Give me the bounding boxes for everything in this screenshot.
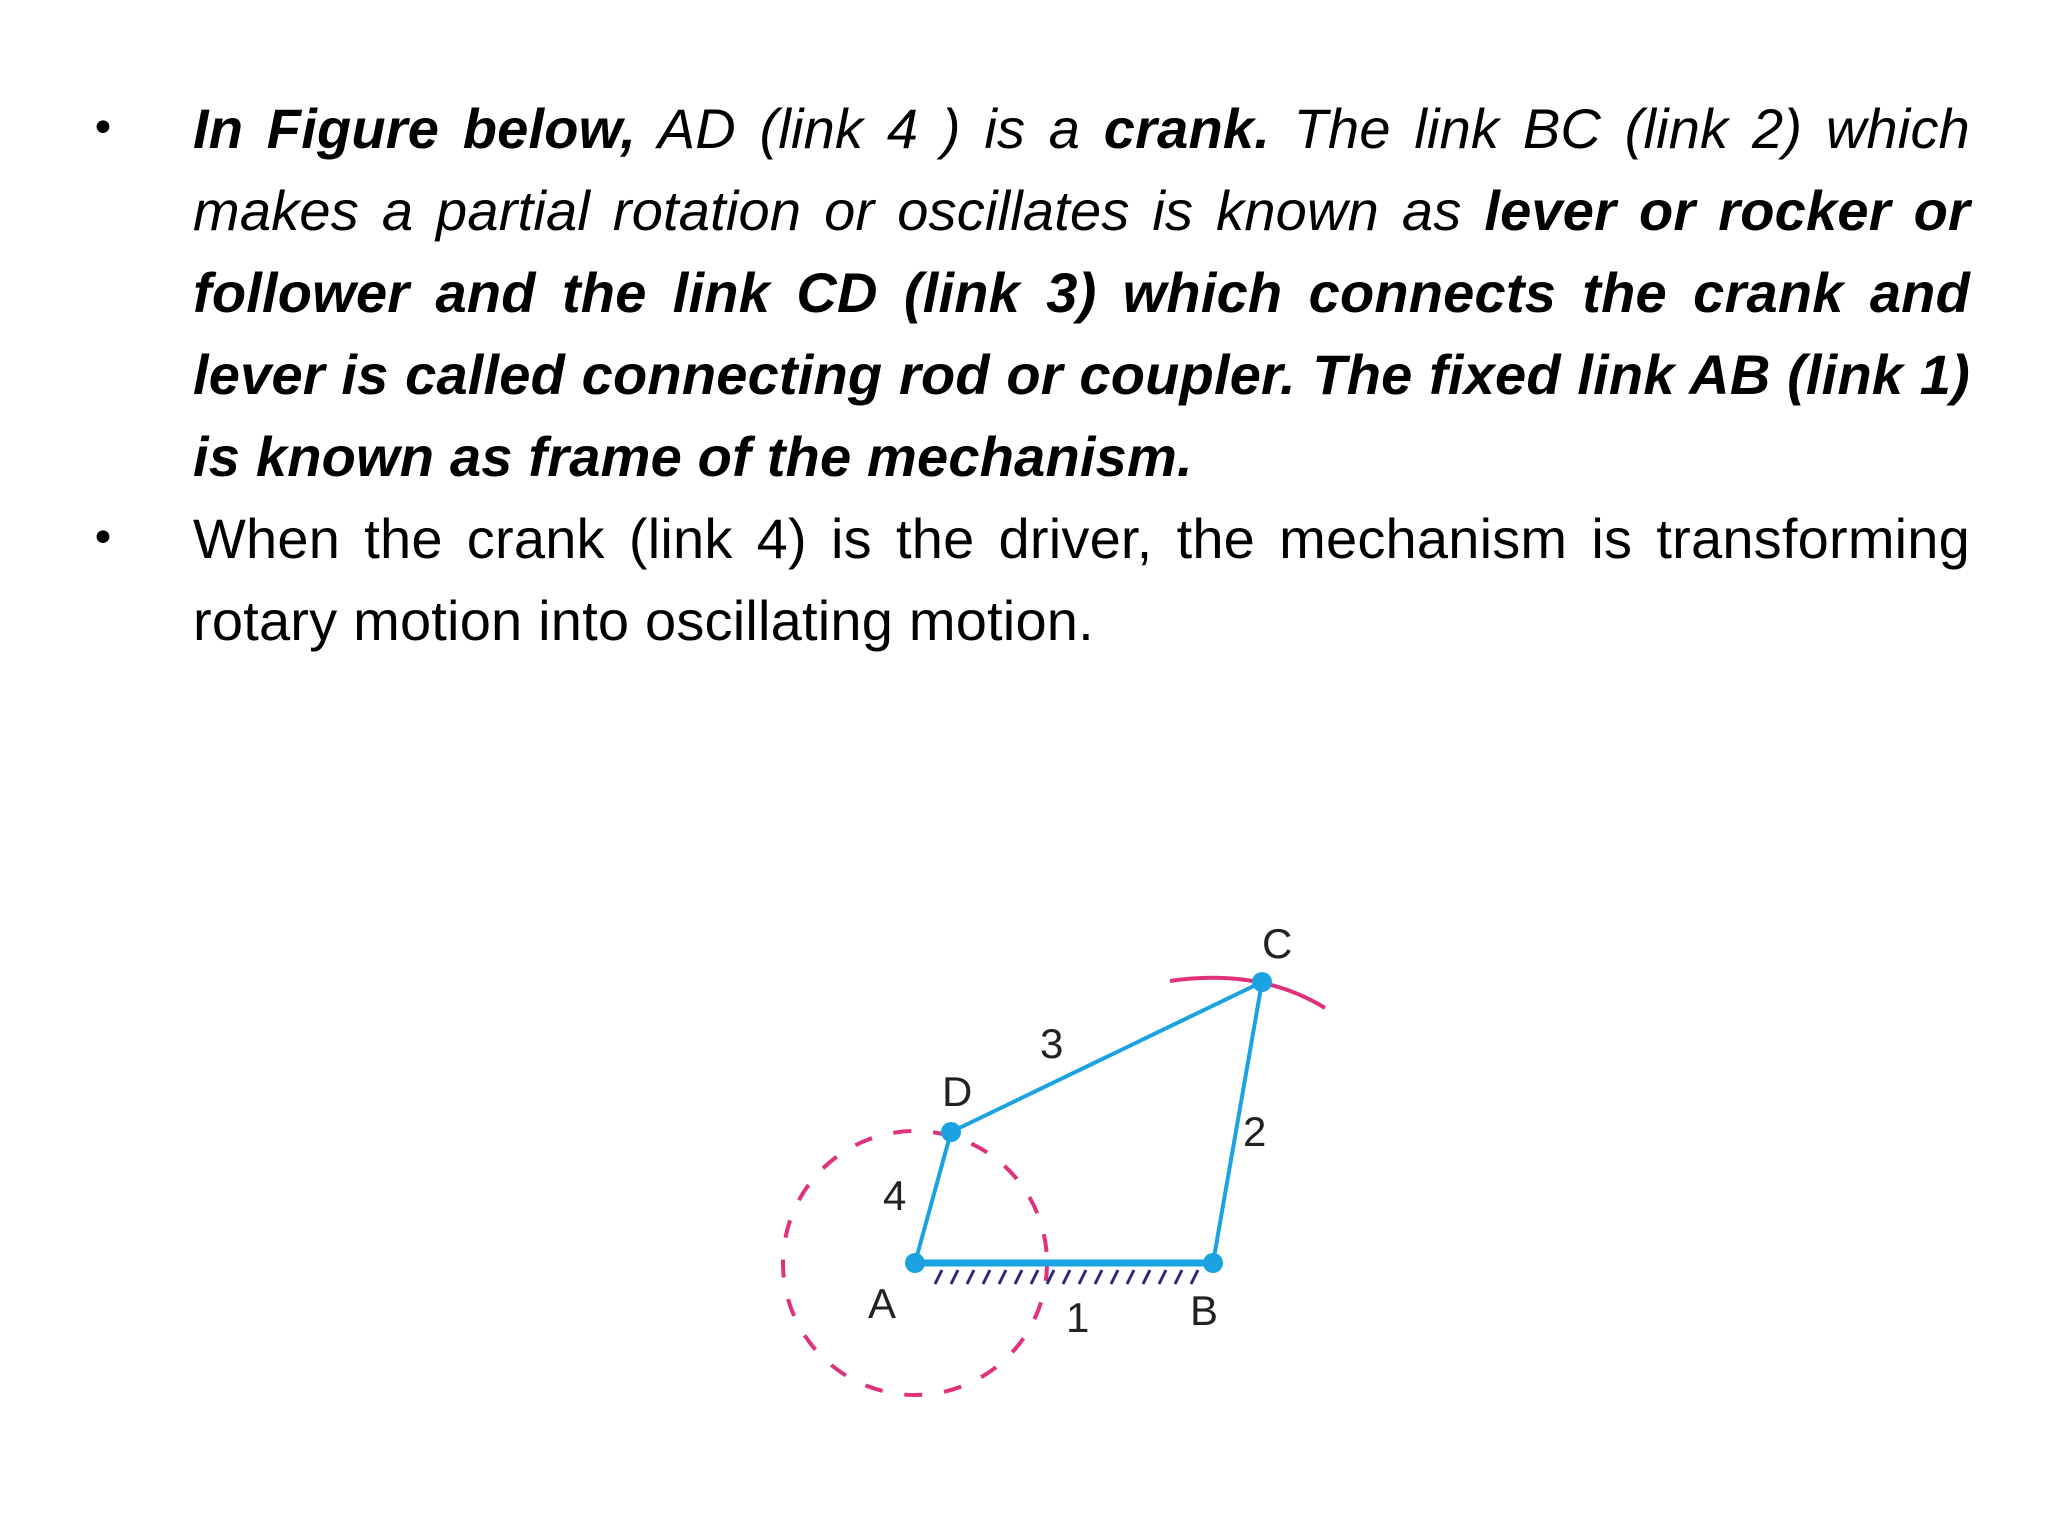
text-segment: The link BC (link 2) which makes a partial rotation or oscillates is known as [193,97,1970,242]
rocker-path-arc [1170,978,1325,1008]
link-4-crank [915,1132,951,1263]
link-label-1: 1 [1066,1294,1090,1341]
link-3-coupler [951,982,1262,1132]
ground-hatch [935,1270,1198,1284]
ground-hatch-line [1143,1270,1150,1284]
ground-hatch-line [951,1270,958,1284]
ground-hatch-line [1191,1270,1198,1284]
ground-hatch-line [1111,1270,1118,1284]
point-label-b: B [1190,1287,1219,1334]
text-segment: crank. [1103,97,1270,160]
bullet-dot-icon: • [90,103,116,154]
ground-hatch-line [1031,1270,1038,1284]
ground-hatch-line [1095,1270,1102,1284]
text-segment: AD (link 4 ) is a [636,97,1104,160]
ground-hatch-line [1159,1270,1166,1284]
joint-c [1252,972,1272,992]
ground-hatch-line [1063,1270,1070,1284]
ground-hatch-line [1127,1270,1134,1284]
ground-hatch-line [967,1270,974,1284]
point-label-d: D [942,1068,973,1115]
ground-hatch-line [1079,1270,1086,1284]
ground-hatch-line [1015,1270,1022,1284]
ground-hatch-line [999,1270,1006,1284]
point-label-c: C [1262,920,1293,967]
link-label-4: 4 [883,1172,907,1219]
ground-hatch-line [983,1270,990,1284]
joint-b [1203,1253,1223,1273]
joint-d [941,1122,961,1142]
joint-a [905,1253,925,1273]
point-label-a: A [868,1280,897,1327]
text-segment: In Figure below, [193,97,637,160]
bullet-text-2: When the crank (link 4) is the driver, the mechanism is transforming rotary motion into oscillating motion. [193,507,1970,652]
link-label-3: 3 [1040,1020,1064,1067]
text-segment: lever or rocker or follower and the link CD (link 3) which connects the crank and lever is called connecting rod or coupler. The fixed link AB (link 1) is known as frame of the mechanism. [193,179,1970,488]
ground-hatch-line [1175,1270,1182,1284]
ground-hatch-line [935,1270,942,1284]
link-label-2: 2 [1243,1108,1267,1155]
bullet-dot-icon: • [90,513,116,564]
